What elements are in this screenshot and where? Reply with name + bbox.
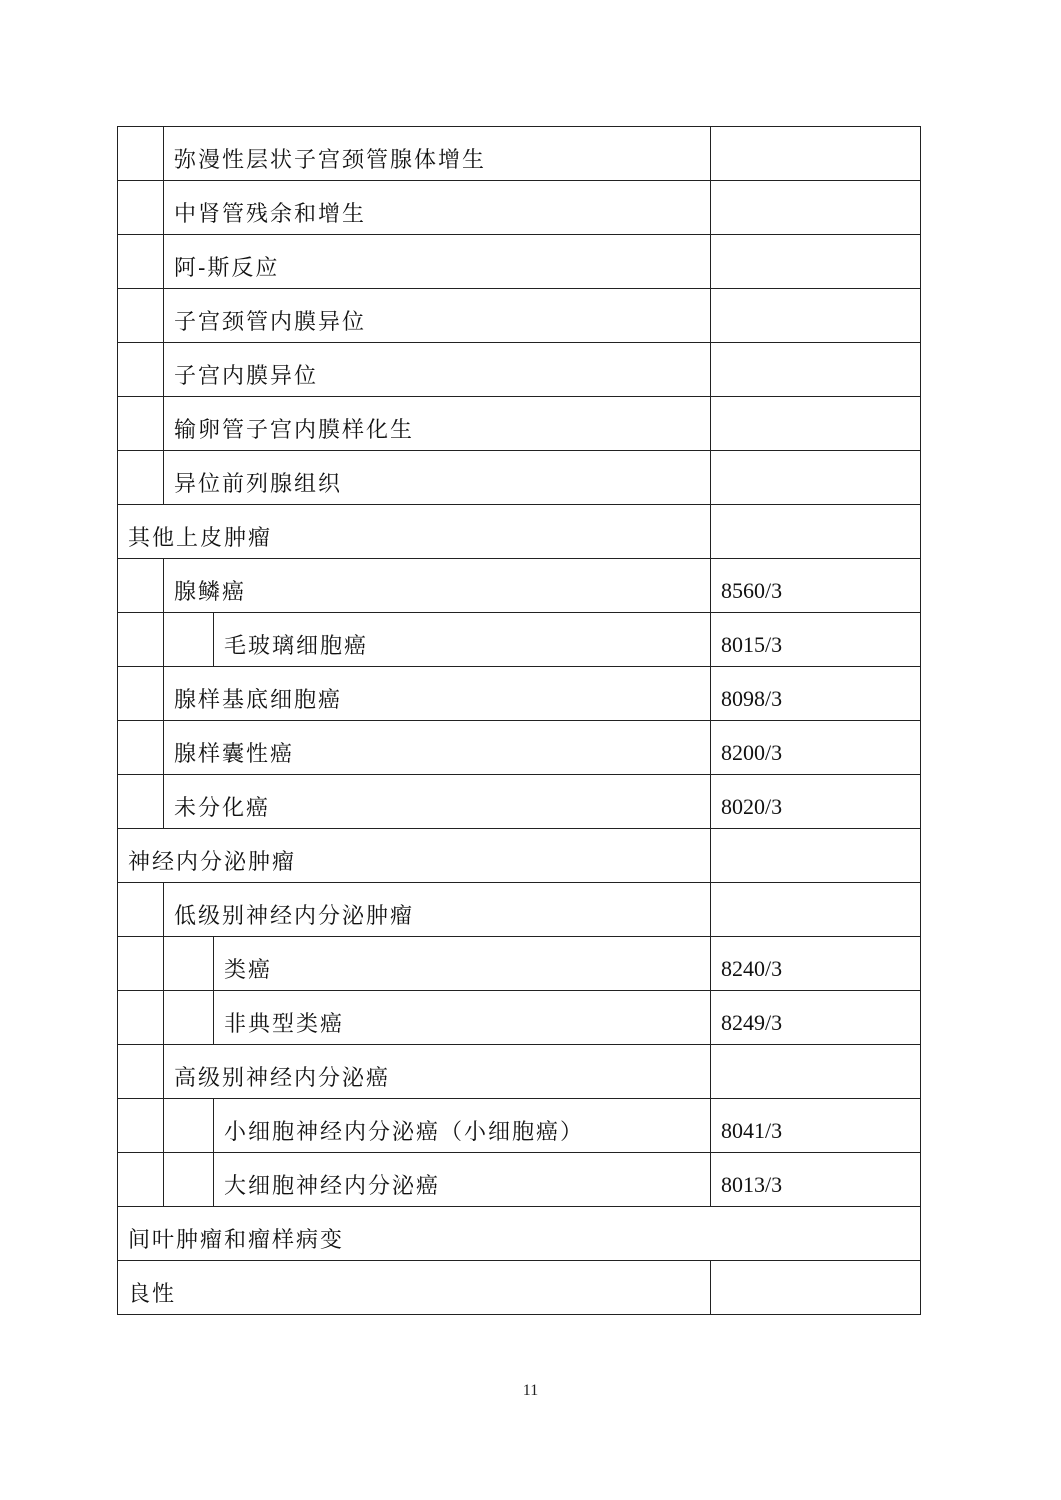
table-row bbox=[118, 775, 921, 829]
term-cell: 腺样囊性癌 bbox=[164, 721, 711, 775]
table-row bbox=[118, 1045, 921, 1099]
table-row bbox=[118, 991, 921, 1045]
table-row bbox=[118, 127, 921, 181]
indent-cell bbox=[164, 1099, 214, 1153]
code-cell: 8200/3 bbox=[711, 721, 921, 775]
term-cell: 高级别神经内分泌癌 bbox=[164, 1045, 711, 1099]
table-row bbox=[118, 397, 921, 451]
term-cell: 异位前列腺组织 bbox=[164, 451, 711, 505]
term-cell: 子宫内膜异位 bbox=[164, 343, 711, 397]
code-cell: 8249/3 bbox=[711, 991, 921, 1045]
term-cell: 输卵管子宫内膜样化生 bbox=[164, 397, 711, 451]
code-cell bbox=[711, 181, 921, 235]
indent-cell bbox=[118, 451, 164, 505]
table-row bbox=[118, 343, 921, 397]
code-cell bbox=[711, 397, 921, 451]
table-row bbox=[118, 505, 921, 559]
term-cell: 弥漫性层状子宫颈管腺体增生 bbox=[164, 127, 711, 181]
indent-cell bbox=[118, 343, 164, 397]
table-row bbox=[118, 1099, 921, 1153]
table-row bbox=[118, 667, 921, 721]
indent-cell bbox=[118, 991, 164, 1045]
term-cell: 大细胞神经内分泌癌 bbox=[214, 1153, 711, 1207]
code-cell bbox=[711, 883, 921, 937]
indent-cell bbox=[118, 883, 164, 937]
indent-cell bbox=[164, 937, 214, 991]
code-cell bbox=[711, 343, 921, 397]
table-row bbox=[118, 937, 921, 991]
indent-cell bbox=[118, 235, 164, 289]
code-cell bbox=[711, 289, 921, 343]
code-cell: 8015/3 bbox=[711, 613, 921, 667]
term-cell: 其他上皮肿瘤 bbox=[118, 505, 711, 559]
table-body bbox=[118, 127, 921, 1315]
indent-cell bbox=[164, 1153, 214, 1207]
table-row bbox=[118, 451, 921, 505]
term-cell: 类癌 bbox=[214, 937, 711, 991]
table-row bbox=[118, 613, 921, 667]
term-cell: 腺鳞癌 bbox=[164, 559, 711, 613]
indent-cell bbox=[164, 613, 214, 667]
indent-cell bbox=[118, 775, 164, 829]
code-cell: 8560/3 bbox=[711, 559, 921, 613]
table-row bbox=[118, 1207, 921, 1261]
table-row bbox=[118, 1261, 921, 1315]
term-cell: 腺样基底细胞癌 bbox=[164, 667, 711, 721]
code-cell bbox=[711, 1045, 921, 1099]
term-cell: 小细胞神经内分泌癌（小细胞癌） bbox=[214, 1099, 711, 1153]
term-cell: 子宫颈管内膜异位 bbox=[164, 289, 711, 343]
indent-cell bbox=[118, 1045, 164, 1099]
code-cell bbox=[711, 829, 921, 883]
classification-table bbox=[117, 126, 921, 1315]
code-cell: 8013/3 bbox=[711, 1153, 921, 1207]
table-row bbox=[118, 829, 921, 883]
code-cell: 8098/3 bbox=[711, 667, 921, 721]
indent-cell bbox=[118, 181, 164, 235]
indent-cell bbox=[118, 937, 164, 991]
indent-cell bbox=[118, 559, 164, 613]
term-cell: 神经内分泌肿瘤 bbox=[118, 829, 711, 883]
code-cell: 8020/3 bbox=[711, 775, 921, 829]
indent-cell bbox=[118, 289, 164, 343]
indent-cell bbox=[118, 721, 164, 775]
term-cell: 间叶肿瘤和瘤样病变 bbox=[118, 1207, 921, 1261]
indent-cell bbox=[118, 613, 164, 667]
term-cell: 未分化癌 bbox=[164, 775, 711, 829]
code-cell bbox=[711, 235, 921, 289]
indent-cell bbox=[164, 991, 214, 1045]
indent-cell bbox=[118, 397, 164, 451]
term-cell: 毛玻璃细胞癌 bbox=[214, 613, 711, 667]
table-row bbox=[118, 1153, 921, 1207]
code-cell: 8240/3 bbox=[711, 937, 921, 991]
code-cell: 8041/3 bbox=[711, 1099, 921, 1153]
code-cell bbox=[711, 505, 921, 559]
table-row bbox=[118, 883, 921, 937]
term-cell: 阿-斯反应 bbox=[164, 235, 711, 289]
term-cell: 良性 bbox=[118, 1261, 711, 1315]
indent-cell bbox=[118, 127, 164, 181]
term-cell: 低级别神经内分泌肿瘤 bbox=[164, 883, 711, 937]
term-cell: 非典型类癌 bbox=[214, 991, 711, 1045]
code-cell bbox=[711, 1261, 921, 1315]
code-cell bbox=[711, 451, 921, 505]
term-cell: 中肾管残余和增生 bbox=[164, 181, 711, 235]
table-row bbox=[118, 181, 921, 235]
indent-cell bbox=[118, 1099, 164, 1153]
indent-cell bbox=[118, 667, 164, 721]
table-row bbox=[118, 559, 921, 613]
table-row bbox=[118, 721, 921, 775]
table-row bbox=[118, 289, 921, 343]
indent-cell bbox=[118, 1153, 164, 1207]
table-row bbox=[118, 235, 921, 289]
page-number: 11 bbox=[522, 1382, 539, 1399]
code-cell bbox=[711, 127, 921, 181]
